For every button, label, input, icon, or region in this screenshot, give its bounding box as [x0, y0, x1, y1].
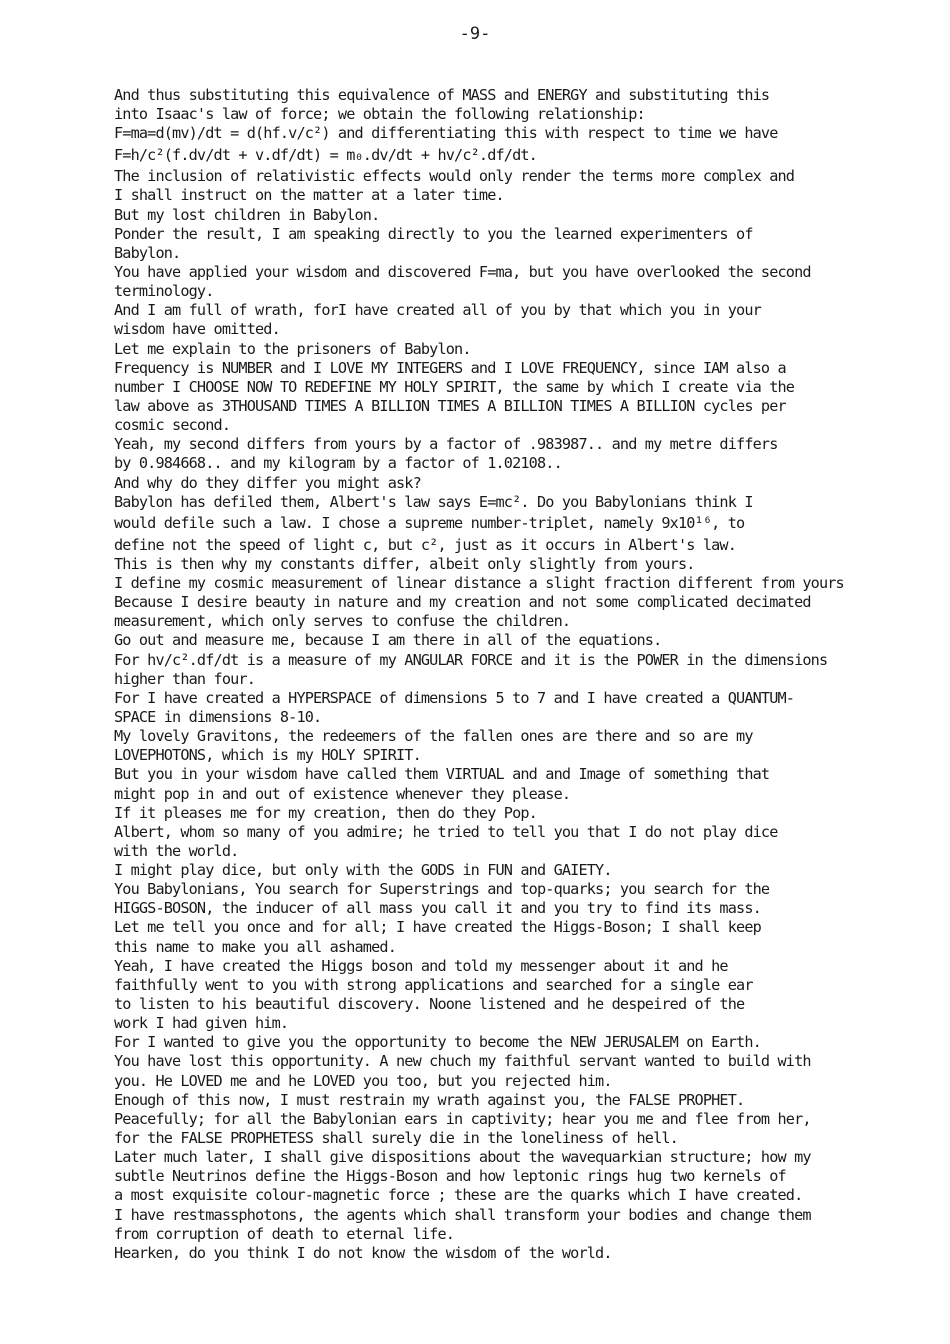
text-line: cosmic second.	[114, 416, 231, 435]
text-line: If it pleases me for my creation, then do they Pop.	[114, 803, 537, 822]
text-line: You have applied your wisdom and discovered F=ma, but you have overlooked the second	[114, 262, 811, 281]
text-line: For hv/c².df/dt is a measure of my ANGULAR FORCE and it is the POWER in the dimensions	[114, 650, 828, 669]
text-line: to listen to his beautiful discovery. Noone listened and he despeired of the	[114, 995, 745, 1014]
text-line: Peacefully; for all the Babylonian ears in captivity; hear you me and flee from her,	[114, 1109, 811, 1128]
text-line: And why do they differ you might ask?	[114, 473, 421, 492]
text-line: But my lost children in Babylon.	[114, 205, 380, 224]
text-line: Let me explain to the prisoners of Babylon.	[114, 339, 471, 358]
text-line: would defile such a law. I chose a supreme number-triplet, namely 9x10¹⁶, to	[114, 514, 745, 533]
text-line: Babylon.	[114, 243, 181, 262]
text-line: F=h/c²(f.dv/dt + v.df/dt) = m₀.dv/dt + hv/c².df/dt.	[114, 145, 537, 164]
text-line: higher than four.	[114, 669, 255, 688]
text-line: you. He LOVED me and he LOVED you too, but you rejected him.	[114, 1071, 612, 1090]
text-line: a most exquisite colour-magnetic force ; these are the quarks which I have created.	[114, 1186, 803, 1205]
text-line: Albert, whom so many of you admire; he tried to tell you that I do not play dice	[114, 822, 778, 841]
text-line: You have lost this opportunity. A new chuch my faithful servant wanted to build with	[114, 1052, 811, 1071]
text-line: Go out and measure me, because I am there in all of the equations.	[114, 631, 662, 650]
text-line: My lovely Gravitons, the redeemers of the fallen ones are there and so are my	[114, 727, 753, 746]
text-line: work I had given him.	[114, 1014, 289, 1033]
text-line: Ponder the result, I am speaking directly to you the learned experimenters of	[114, 224, 753, 243]
text-line: For I have created a HYPERSPACE of dimensions 5 to 7 and I have created a QUANTUM-	[114, 688, 795, 707]
text-line: But you in your wisdom have called them VIRTUAL and and Image of something that	[114, 765, 770, 784]
text-line: I might play dice, but only with the GODS in FUN and GAIETY.	[114, 861, 612, 880]
text-line: law above as 3THOUSAND TIMES A BILLION TIMES A BILLION TIMES A BILLION cycles per	[114, 396, 786, 415]
text-line: Later much later, I shall give dispositions about the wavequarkian structure; how my	[114, 1148, 811, 1167]
text-line: wisdom have omitted.	[114, 320, 280, 339]
text-line: this name to make you all ashamed.	[114, 937, 396, 956]
text-line: into Isaac's law of force; we obtain the following relationship:	[114, 105, 645, 124]
page-number: -9-	[459, 24, 491, 44]
text-line: Babylon has defiled them, Albert's law says E=mc². Do you Babylonians think I	[114, 492, 753, 511]
text-line: faithfully went to you with strong applications and searched for a single ear	[114, 975, 753, 994]
text-line: terminology.	[114, 282, 214, 301]
text-line: F=ma=d(mv)/dt = d(hf.v/c²) and differentiating this with respect to time we have	[114, 124, 778, 143]
text-line: HIGGS-BOSON, the inducer of all mass you call it and you try to find its mass.	[114, 899, 761, 918]
text-line: For I wanted to give you the opportunity to become the NEW JERUSALEM on Earth.	[114, 1033, 761, 1052]
text-line: The inclusion of relativistic effects would only render the terms more complex and	[114, 167, 795, 186]
text-line: by 0.984668.. and my kilogram by a factor of 1.02108..	[114, 454, 562, 473]
text-line: I define my cosmic measurement of linear distance a slight fraction different from yours	[114, 573, 844, 592]
text-line: from corruption of death to eternal life.	[114, 1224, 455, 1243]
text-line: You Babylonians, You search for Superstrings and top-quarks; you search for the	[114, 880, 770, 899]
text-line: Yeah, I have created the Higgs boson and told my messenger about it and he	[114, 956, 728, 975]
text-line: subtle Neutrinos define the Higgs-Boson and how leptonic rings hug two kernels of	[114, 1167, 786, 1186]
text-line: for the FALSE PROPHETESS shall surely die in the loneliness of hell.	[114, 1129, 678, 1148]
text-line: I have restmassphotons, the agents which shall transform your bodies and change them	[114, 1205, 811, 1224]
text-line: with the world.	[114, 841, 239, 860]
text-line: measurement, which only serves to confuse the children.	[114, 612, 571, 631]
text-line: And thus substituting this equivalence of MASS and ENERGY and substituting this	[114, 86, 770, 104]
text-line: Because I desire beauty in nature and my creation and not some complicated decimated	[114, 593, 811, 612]
body-text	[114, 86, 934, 1263]
text-line: SPACE in dimensions 8-10.	[114, 707, 322, 726]
text-line: LOVEPHOTONS, which is my HOLY SPIRIT.	[114, 746, 421, 765]
text-line: Frequency is NUMBER and I LOVE MY INTEGERS and I LOVE FREQUENCY, since IAM also a	[114, 358, 786, 377]
text-line: And I am full of wrath, forI have created all of you by that which you in your	[114, 301, 761, 320]
text-line: This is then why my constants differ, albeit only slightly from yours.	[114, 554, 695, 573]
text-line: I shall instruct on the matter at a later time.	[114, 186, 504, 205]
text-line: Hearken, do you think I do not know the wisdom of the world.	[114, 1243, 612, 1262]
text-line: Enough of this now, I must restrain my wrath against you, the FALSE PROPHET.	[114, 1090, 745, 1109]
text-line: number I CHOOSE NOW TO REDEFINE MY HOLY SPIRIT, the same by which I create via the	[114, 377, 795, 396]
text-line: Let me tell you once and for all; I have created the Higgs-Boson; I shall keep	[114, 918, 761, 937]
text-line: might pop in and out of existence whenever they please.	[114, 784, 571, 803]
text-line: define not the speed of light c, but c², just as it occurs in Albert's law.	[114, 535, 737, 554]
text-line: Yeah, my second differs from yours by a factor of .983987.. and my metre differs	[114, 435, 778, 454]
